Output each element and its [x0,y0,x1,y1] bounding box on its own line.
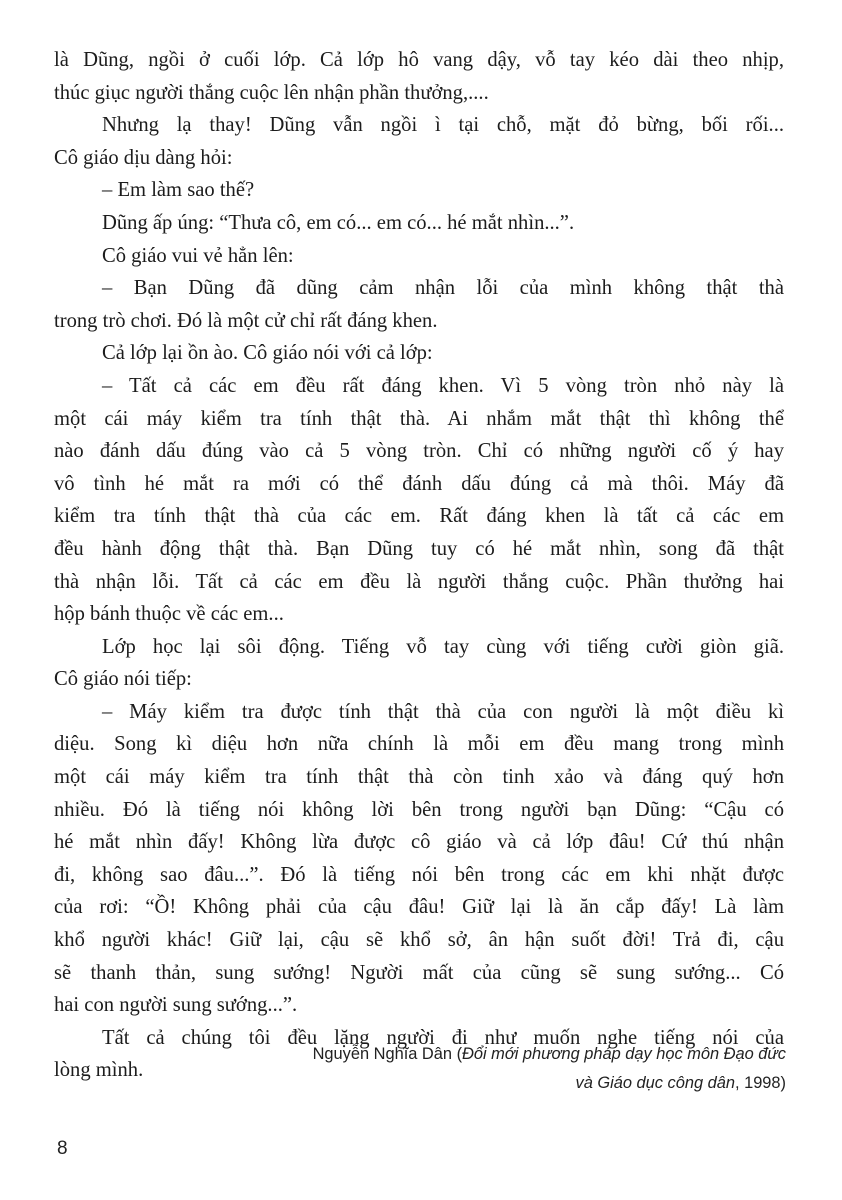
text-line: khổ người khác! Giữ lại, cậu sẽ khổ sở, ân hận suốt đời! Trả đi, cậu [54,929,784,952]
text-line: trong trò chơi. Đó là một cử chỉ rất đáng khen. [54,309,438,332]
text-line: sẽ thanh thản, sung sướng! Người mất của cũng sẽ sung sướng... Có [54,961,784,984]
text-line: – Tất cả các em đều rất đáng khen. Vì 5 vòng tròn nhỏ này là [102,374,784,397]
text-line: Cả lớp lại ồn ào. Cô giáo nói với cả lớp: [102,342,433,365]
text-line: Lớp học lại sôi động. Tiếng vỗ tay cùng với tiếng cười giòn giã. [102,635,784,658]
text-line: thà nhận lỗi. Tất cả các em đều là người thắng cuộc. Phần thưởng hai [54,570,784,593]
text-line: Nhưng lạ thay! Dũng vẫn ngồi ì tại chỗ, mặt đỏ bừng, bối rối... [102,114,784,137]
text-line: một cái máy kiểm tra tính thật thà. Ai nhắm mắt thật thì không thể [54,407,784,430]
attribution [313,1040,786,1098]
text-line: diệu. Song kì diệu hơn nữa chính là mỗi em đều mang trong mình [54,733,784,756]
story-text [54,44,784,1087]
source-title-part-1: Đổi mới phương pháp dạy học môn Đạo đức [462,1045,786,1063]
text-line: đi, không sao đâu...”. Đó là tiếng nói bên trong các em khi nhặt được [54,863,784,886]
attribution-line-1: Nguyễn Nghĩa Dân (Đổi mới phương pháp dạy học môn Đạo đức [312,1045,786,1063]
page-number: 8 [57,1138,68,1159]
text-line: hai con người sung sướng...”. [54,994,298,1017]
text-line: – Bạn Dũng đã dũng cảm nhận lỗi của mình không thật thà [102,277,784,300]
attribution-line-2 [313,1069,786,1098]
text-line: kiểm tra tính thật thà của các em. Rất đáng khen là tất cả các em [54,505,784,528]
text-line: vô tình hé mắt ra mới có thể đánh dấu đúng cả mà thôi. Máy đã [54,472,784,495]
author-name: Nguyễn Nghĩa Dân [312,1045,453,1063]
text-line: Cô giáo vui vẻ hẳn lên: [102,244,294,267]
source-title-part-2: và Giáo dục công dân [575,1074,735,1092]
text-line: – Em làm sao thế? [102,179,255,202]
text-line: Cô giáo dịu dàng hỏi: [54,146,233,169]
text-line: đều hành động thật thà. Bạn Dũng tuy có hé mắt nhìn, song đã thật [54,537,784,560]
text-line: thúc giục người thắng cuộc lên nhận phần thưởng,.... [54,81,489,104]
text-line: hé mắt nhìn đấy! Không lừa được cô giáo và cả lớp đâu! Cứ thú nhận [54,831,784,854]
text-line: Dũng ấp úng: “Thưa cô, em có... em có... hé mắt nhìn...”. [102,211,575,234]
text-line: lòng mình. [54,1059,144,1082]
text-line: – Máy kiểm tra được tính thật thà của con người là một điều kì [102,700,784,723]
text-line: Cô giáo nói tiếp: [54,668,192,691]
text-line: nào đánh dấu đúng vào cả 5 vòng tròn. Chỉ có những người cố ý hay [54,440,784,463]
text-line: là Dũng, ngồi ở cuối lớp. Cả lớp hô vang dậy, vỗ tay kéo dài theo nhịp, [54,49,784,71]
text-line: một cái máy kiểm tra tính thật thà còn tinh xảo và đáng quý hơn [54,766,784,789]
source-year: , 1998) [734,1074,786,1092]
text-line: hộp bánh thuộc về các em... [54,603,284,626]
text-line: của rơi: “Ồ! Không phải của cậu đâu! Giữ lại là ăn cắp đấy! Là làm [54,896,784,919]
text-line: nhiều. Đó là tiếng nói không lời bên trong người bạn Dũng: “Cậu có [54,798,784,821]
text-line: Tất cả chúng tôi đều lặng người đi như muốn nghe tiếng nói của [102,1026,784,1049]
